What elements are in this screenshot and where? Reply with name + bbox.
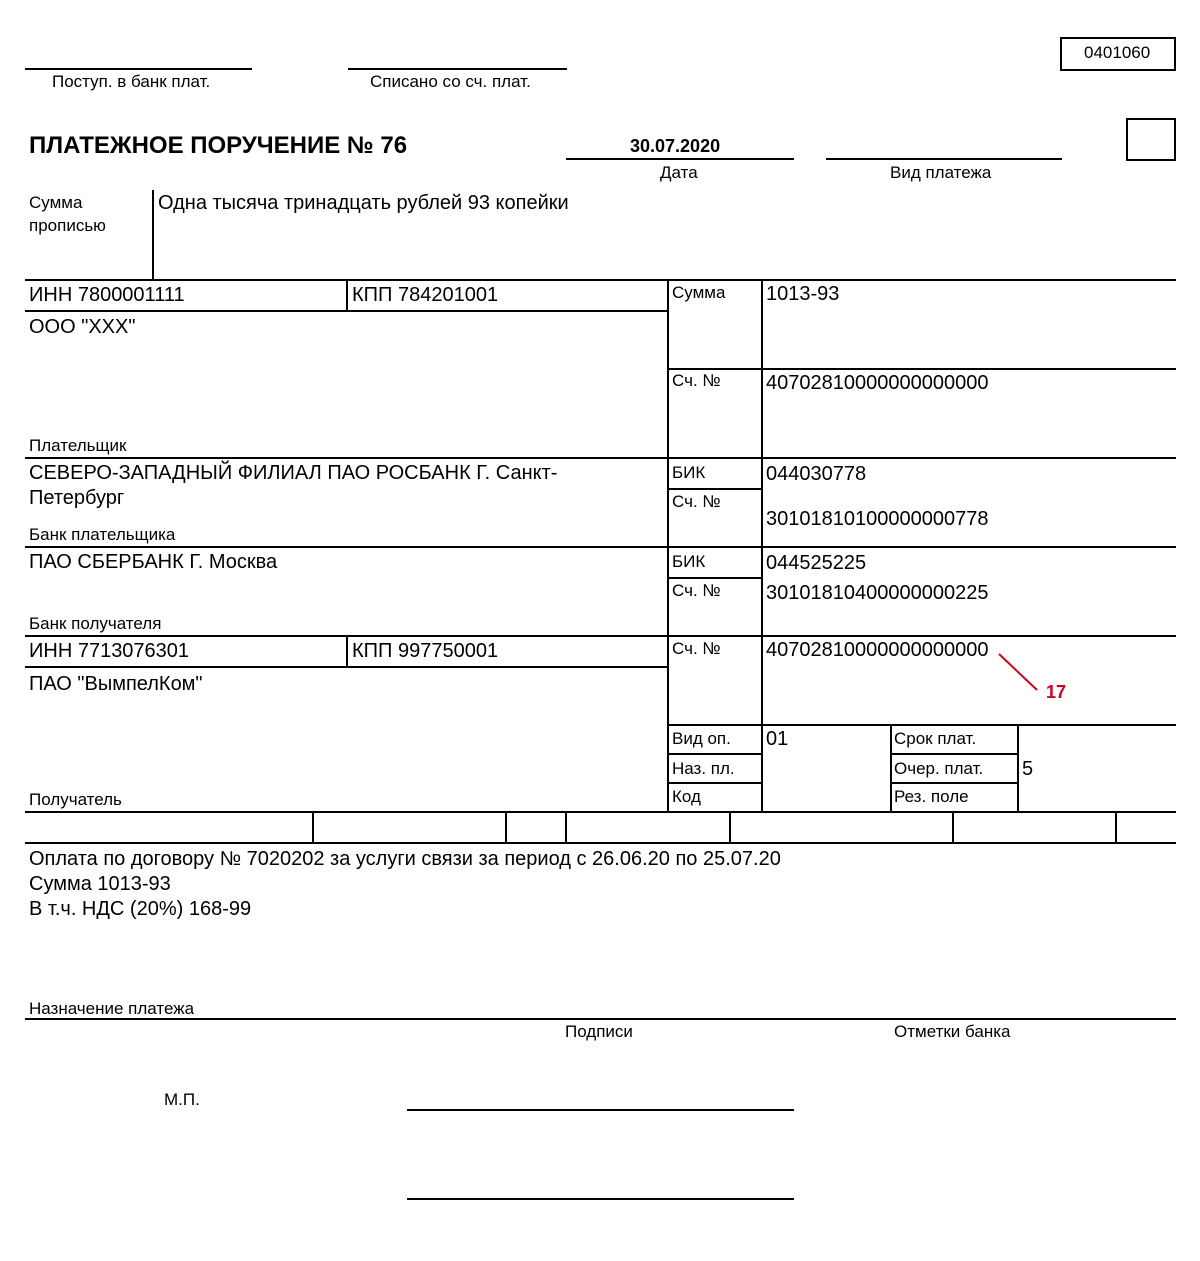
recipient-bank-account-label: Сч. №	[672, 581, 721, 600]
grid-line-payer-inn	[25, 310, 668, 312]
date-line	[566, 158, 794, 160]
op-type-value: 01	[766, 728, 789, 750]
recipient-label: Получатель	[29, 790, 122, 809]
purpose-line-3: В т.ч. НДС (20%) 168-99	[29, 898, 252, 920]
grid-line-codes-1b	[890, 753, 1018, 755]
payer-account-label: Сч. №	[672, 371, 721, 390]
purpose-label: Назначение платежа	[29, 999, 195, 1018]
form-code: 0401060	[1084, 43, 1151, 62]
sum-label: Сумма	[672, 283, 726, 302]
grid-vline-term-right	[1017, 724, 1019, 811]
amount-words-value: Одна тысяча тринадцать рублей 93 копейки	[158, 192, 569, 214]
payer-inn: ИНН 7800001111	[29, 284, 185, 306]
bank-marks-label: Отметки банка	[894, 1022, 1011, 1041]
grid-line-sum	[668, 368, 1176, 370]
grid-vline-payer-kpp	[346, 279, 348, 310]
received-line	[25, 68, 252, 70]
amount-words-divider	[152, 190, 154, 279]
date-label: Дата	[660, 163, 698, 182]
grid-line-payer	[25, 457, 1176, 459]
signature-line-1	[407, 1109, 794, 1111]
recipient-bank-label: Банк получателя	[29, 614, 162, 633]
grid-line-codes-1	[668, 753, 762, 755]
debited-label: Списано со сч. плат.	[370, 72, 531, 91]
payer-bank-label: Банк плательщика	[29, 525, 176, 544]
term-label: Срок плат.	[894, 729, 977, 748]
purpose-line-1: Оплата по договору № 7020202 за услуги связи за период с 26.06.20 по 25.07.20	[29, 848, 781, 870]
grid-line-bottom	[25, 811, 1176, 813]
recipient-kpp: КПП 997750001	[352, 640, 499, 662]
priority-label: Очер. плат.	[894, 759, 984, 778]
amount-words-label-1: Сумма	[29, 193, 83, 212]
recipient-bank-bik-value: 044525225	[766, 552, 867, 574]
sum-value: 1013-93	[766, 283, 840, 305]
grid-line-codes-2b	[890, 782, 1018, 784]
payer-name: ООО "ХХХ"	[29, 316, 136, 338]
grid-vline-mid	[667, 279, 669, 811]
reserve-label: Рез. поле	[894, 787, 969, 806]
code-label: Код	[672, 787, 701, 806]
recipient-bank-name: ПАО СБЕРБАНК Г. Москва	[29, 551, 278, 573]
payer-bank-account-value: 30101810100000000778	[766, 508, 989, 530]
purpose-code-label: Наз. пл.	[672, 759, 735, 778]
cell-vline-6	[1115, 811, 1117, 842]
payer-account-value: 40702810000000000000	[766, 372, 989, 394]
payer-bank-bik-label: БИК	[672, 463, 706, 482]
recipient-name: ПАО "ВымпелКом"	[29, 673, 203, 695]
payment-type-line	[826, 158, 1062, 160]
annotation-pointer	[995, 650, 1045, 695]
recipient-account-label: Сч. №	[672, 639, 721, 658]
grid-line-rec-bank	[25, 635, 1176, 637]
received-label: Поступ. в банк плат.	[52, 72, 211, 91]
grid-line-codes-top	[668, 724, 1176, 726]
recipient-inn: ИНН 7713076301	[29, 640, 190, 662]
grid-line-top	[25, 279, 1176, 281]
op-type-label: Вид оп.	[672, 729, 731, 748]
amount-words-label-2: прописью	[29, 216, 106, 235]
grid-line-small-cells	[25, 842, 1176, 844]
cell-vline-3	[565, 811, 567, 842]
grid-line-payer-bank	[25, 546, 1176, 548]
grid-vline-rec-kpp	[346, 635, 348, 666]
recipient-account-value: 40702810000000000000	[766, 639, 989, 661]
payer-bank-name-2: Петербург	[29, 487, 125, 509]
grid-vline-term-left	[890, 724, 892, 811]
cell-vline-5	[952, 811, 954, 842]
payer-label: Плательщик	[29, 436, 127, 455]
payment-type-label: Вид платежа	[890, 163, 992, 182]
payment-date: 30.07.2020	[630, 136, 721, 156]
status-box	[1126, 118, 1176, 161]
payer-bank-name-1: СЕВЕРО-ЗАПАДНЫЙ ФИЛИАЛ ПАО РОСБАНК Г. Санкт-	[29, 462, 558, 484]
cell-vline-1	[312, 811, 314, 842]
cell-vline-2	[505, 811, 507, 842]
signature-line-2	[407, 1198, 794, 1200]
grid-line-rec-bik	[668, 577, 762, 579]
payer-bank-bik-value: 044030778	[766, 463, 867, 485]
debited-line	[348, 68, 567, 70]
purpose-bottom-line	[25, 1018, 1176, 1020]
purpose-line-2: Сумма 1013-93	[29, 873, 171, 895]
priority-value: 5	[1022, 758, 1034, 780]
signatures-label: Подписи	[565, 1022, 633, 1041]
page-title: ПЛАТЕЖНОЕ ПОРУЧЕНИЕ № 76	[29, 132, 408, 159]
stamp-label: М.П.	[164, 1090, 200, 1109]
grid-vline-right	[761, 279, 763, 811]
annotation-number: 17	[1046, 682, 1067, 702]
grid-line-payer-bik	[668, 488, 762, 490]
cell-vline-4	[729, 811, 731, 842]
recipient-bank-bik-label: БИК	[672, 552, 706, 571]
payer-bank-account-label: Сч. №	[672, 492, 721, 511]
annotation-line	[999, 654, 1037, 690]
payer-kpp: КПП 784201001	[352, 284, 499, 306]
grid-line-rec-inn	[25, 666, 668, 668]
grid-line-codes-2	[668, 782, 762, 784]
recipient-bank-account-value: 30101810400000000225	[766, 582, 989, 604]
